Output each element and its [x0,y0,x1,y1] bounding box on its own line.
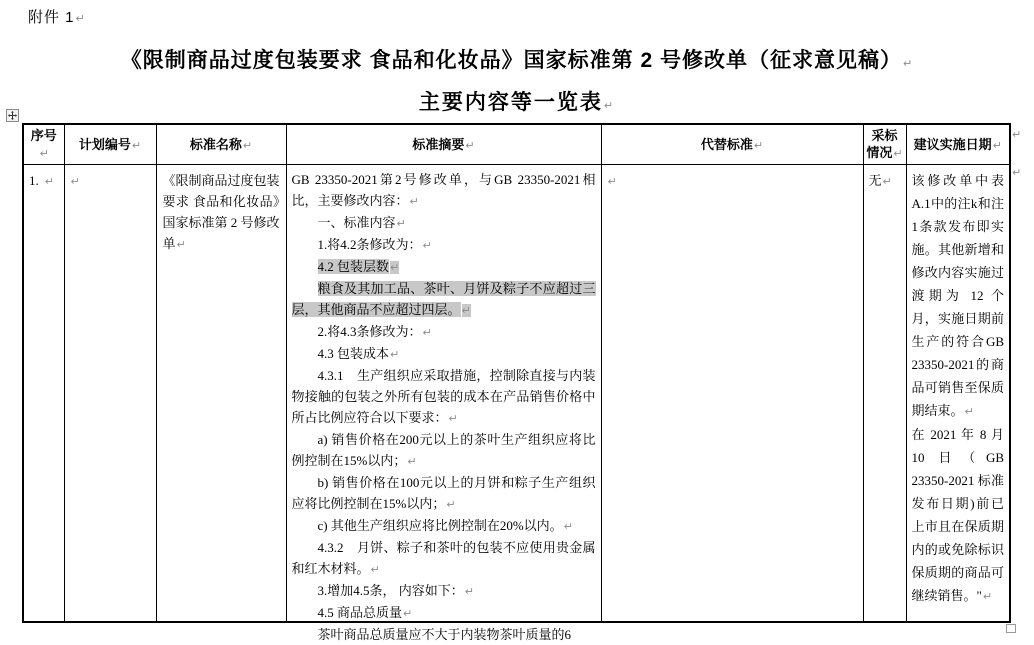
pilcrow-mark: ↵ [446,498,456,511]
pilcrow-mark: ↵ [176,238,186,251]
paragraph-text: 在 2021 年 8 月 10 日（GB 23350-2021 标准发布日期)前已上市且在保质期内的或免除标识保质期的商品可继续销售。" [911,427,1004,603]
cell-standard-name [156,165,286,622]
pilcrow-mark: ↵ [753,138,764,152]
pilcrow-mark: ↵ [131,138,142,152]
paragraph [292,256,596,278]
pilcrow-mark: ↵ [893,147,903,160]
pilcrow-mark: ↵ [44,175,54,188]
pilcrow-mark: ↵ [422,239,432,252]
header-implementation-date [906,124,1010,165]
paragraph [292,321,596,343]
pilcrow-mark: ↵ [461,304,471,317]
pilcrow-mark: ↵ [882,175,892,188]
paragraph [292,624,596,645]
header-label: 序号 [30,128,57,143]
cell-implementation-date [906,165,1010,622]
document-title [0,44,1034,74]
paragraph-text: 该修改单中表A.1中的注k和注1条款发布即实施。其他新增和修改内容实施过渡期为 12 个月，实施日期前生产的符合GB 23350-2021的商品可销售至保质期结束。 [911,173,1004,418]
header-seq [23,124,64,165]
paragraph [912,423,1005,608]
header-adoption [863,124,906,165]
document-subtitle [0,86,1034,116]
paragraph-text: c) 其他生产组织应将比例控制在20%以内。 [317,518,563,533]
paragraph-text: a) 销售价格在200元以上的茶叶生产组织应将比例控制在15%以内； [291,432,596,468]
paragraph [292,365,596,429]
paragraph [292,472,596,515]
paragraph-text: 茶叶商品总质量应不大于内装物茶叶质量的6 [317,627,572,642]
cell-adoption [863,165,906,622]
standards-table [22,123,1011,642]
paragraph [292,169,596,212]
pilcrow-mark: ↵ [964,405,974,418]
four-way-arrow-icon [8,111,17,120]
header-replaced-standard [601,124,863,165]
header-standard-name [156,124,286,165]
seq-value: 1. [29,173,39,188]
adoption-value: 无 [868,173,882,188]
paragraph [292,580,596,602]
header-label: 标准摘要 [412,136,465,152]
pilcrow-mark: ↵ [390,261,400,274]
pilcrow-mark: ↵ [902,57,914,70]
paragraph-text: b) 销售价格在100元以上的月饼和粽子生产组织应将比例控制在15%以内； [291,475,596,511]
header-label: 计划编号 [78,136,131,152]
cell-summary [286,165,601,642]
paragraph [292,278,596,321]
pilcrow-mark: ↵ [982,590,993,603]
implementation-paragraphs [907,165,1010,620]
table-move-handle-icon[interactable] [6,109,19,122]
paragraph [292,602,596,624]
pilcrow-mark: ↵ [390,348,400,361]
attachment-label [28,6,86,27]
paragraph-text: 3.增加4.5条， 内容如下： [317,583,464,598]
paragraph-text: 1.将4.2条修改为： [317,237,422,252]
header-plan-no [64,124,156,165]
pilcrow-mark: ↵ [70,175,80,188]
paragraph-text: 4.3.1 生产组织应采取措施，控制除直接与内装物接触的包装之外所有包装的成本在产品销售价格中所占比例应符合以下要求： [291,368,596,425]
header-summary [286,124,601,165]
pilcrow-mark: ↵ [396,217,406,230]
paragraph-text: 2.将4.3条修改为： [317,324,422,339]
pilcrow-mark: ↵ [464,585,474,598]
header-label: 代替标准 [700,136,753,152]
paragraph-text: 一、标准内容 [317,215,396,230]
paragraph [292,234,596,256]
pilcrow-mark: ↵ [603,99,616,112]
pilcrow-mark: ↵ [992,138,1002,152]
end-of-row-mark: ↵ [1012,128,1022,141]
paragraph [292,212,596,234]
pilcrow-mark: ↵ [607,175,617,188]
attachment-text: 附件 1 [28,9,75,26]
paragraph-text: 4.2 包装层数 [317,259,390,274]
pilcrow-mark: ↵ [75,12,86,25]
paragraph [912,169,1005,423]
subtitle-text: 主要内容等一览表 [418,91,603,114]
cell-seq [23,165,64,622]
table-row [23,165,1010,622]
pilcrow-mark: ↵ [39,147,49,160]
cell-replaced-standard [601,165,863,622]
pilcrow-mark: ↵ [563,520,573,533]
header-label: 标准名称 [189,136,242,152]
paragraph [292,429,596,472]
paragraph [292,537,596,580]
standard-name-text: 《限制商品过度包装要求 食品和化妆品》国家标准第 2 号修改单 [162,173,280,251]
end-of-row-mark: ↵ [1012,166,1022,179]
pilcrow-mark: ↵ [242,138,253,152]
paragraph-text: 4.5 商品总质量 [317,605,403,620]
pilcrow-mark: ↵ [370,563,380,576]
title-text: 《限制商品过度包装要求 食品和化妆品》国家标准第 2 号修改单（征求意见稿） [120,49,902,72]
table-resize-handle[interactable] [1006,624,1016,633]
pilcrow-mark: ↵ [422,326,432,339]
cell-plan-no [64,165,156,622]
pilcrow-mark: ↵ [407,455,417,468]
header-label: 采标情况 [866,128,898,160]
paragraph-text: 粮食及其加工品、茶叶、月饼及粽子不应超过三层，其他商品不应超过四层。 [291,281,596,317]
pilcrow-mark: ↵ [465,138,475,152]
table-header-row [23,124,1010,165]
paragraph-text: 4.3 包装成本 [317,346,390,361]
paragraph [292,515,596,537]
pilcrow-mark: ↵ [448,412,458,425]
paragraph-text: 4.3.2 月饼、粽子和茶叶的包装不应使用贵金属和红木材料。 [291,540,596,576]
pilcrow-mark: ↵ [403,607,413,620]
summary-paragraphs [287,165,601,642]
pilcrow-mark: ↵ [409,195,419,208]
paragraph [292,343,596,365]
header-label: 建议实施日期 [913,136,992,152]
paragraph-text: GB 23350-2021第2号修改单，与GB 23350-2021相比，主要修改内容： [291,172,596,208]
